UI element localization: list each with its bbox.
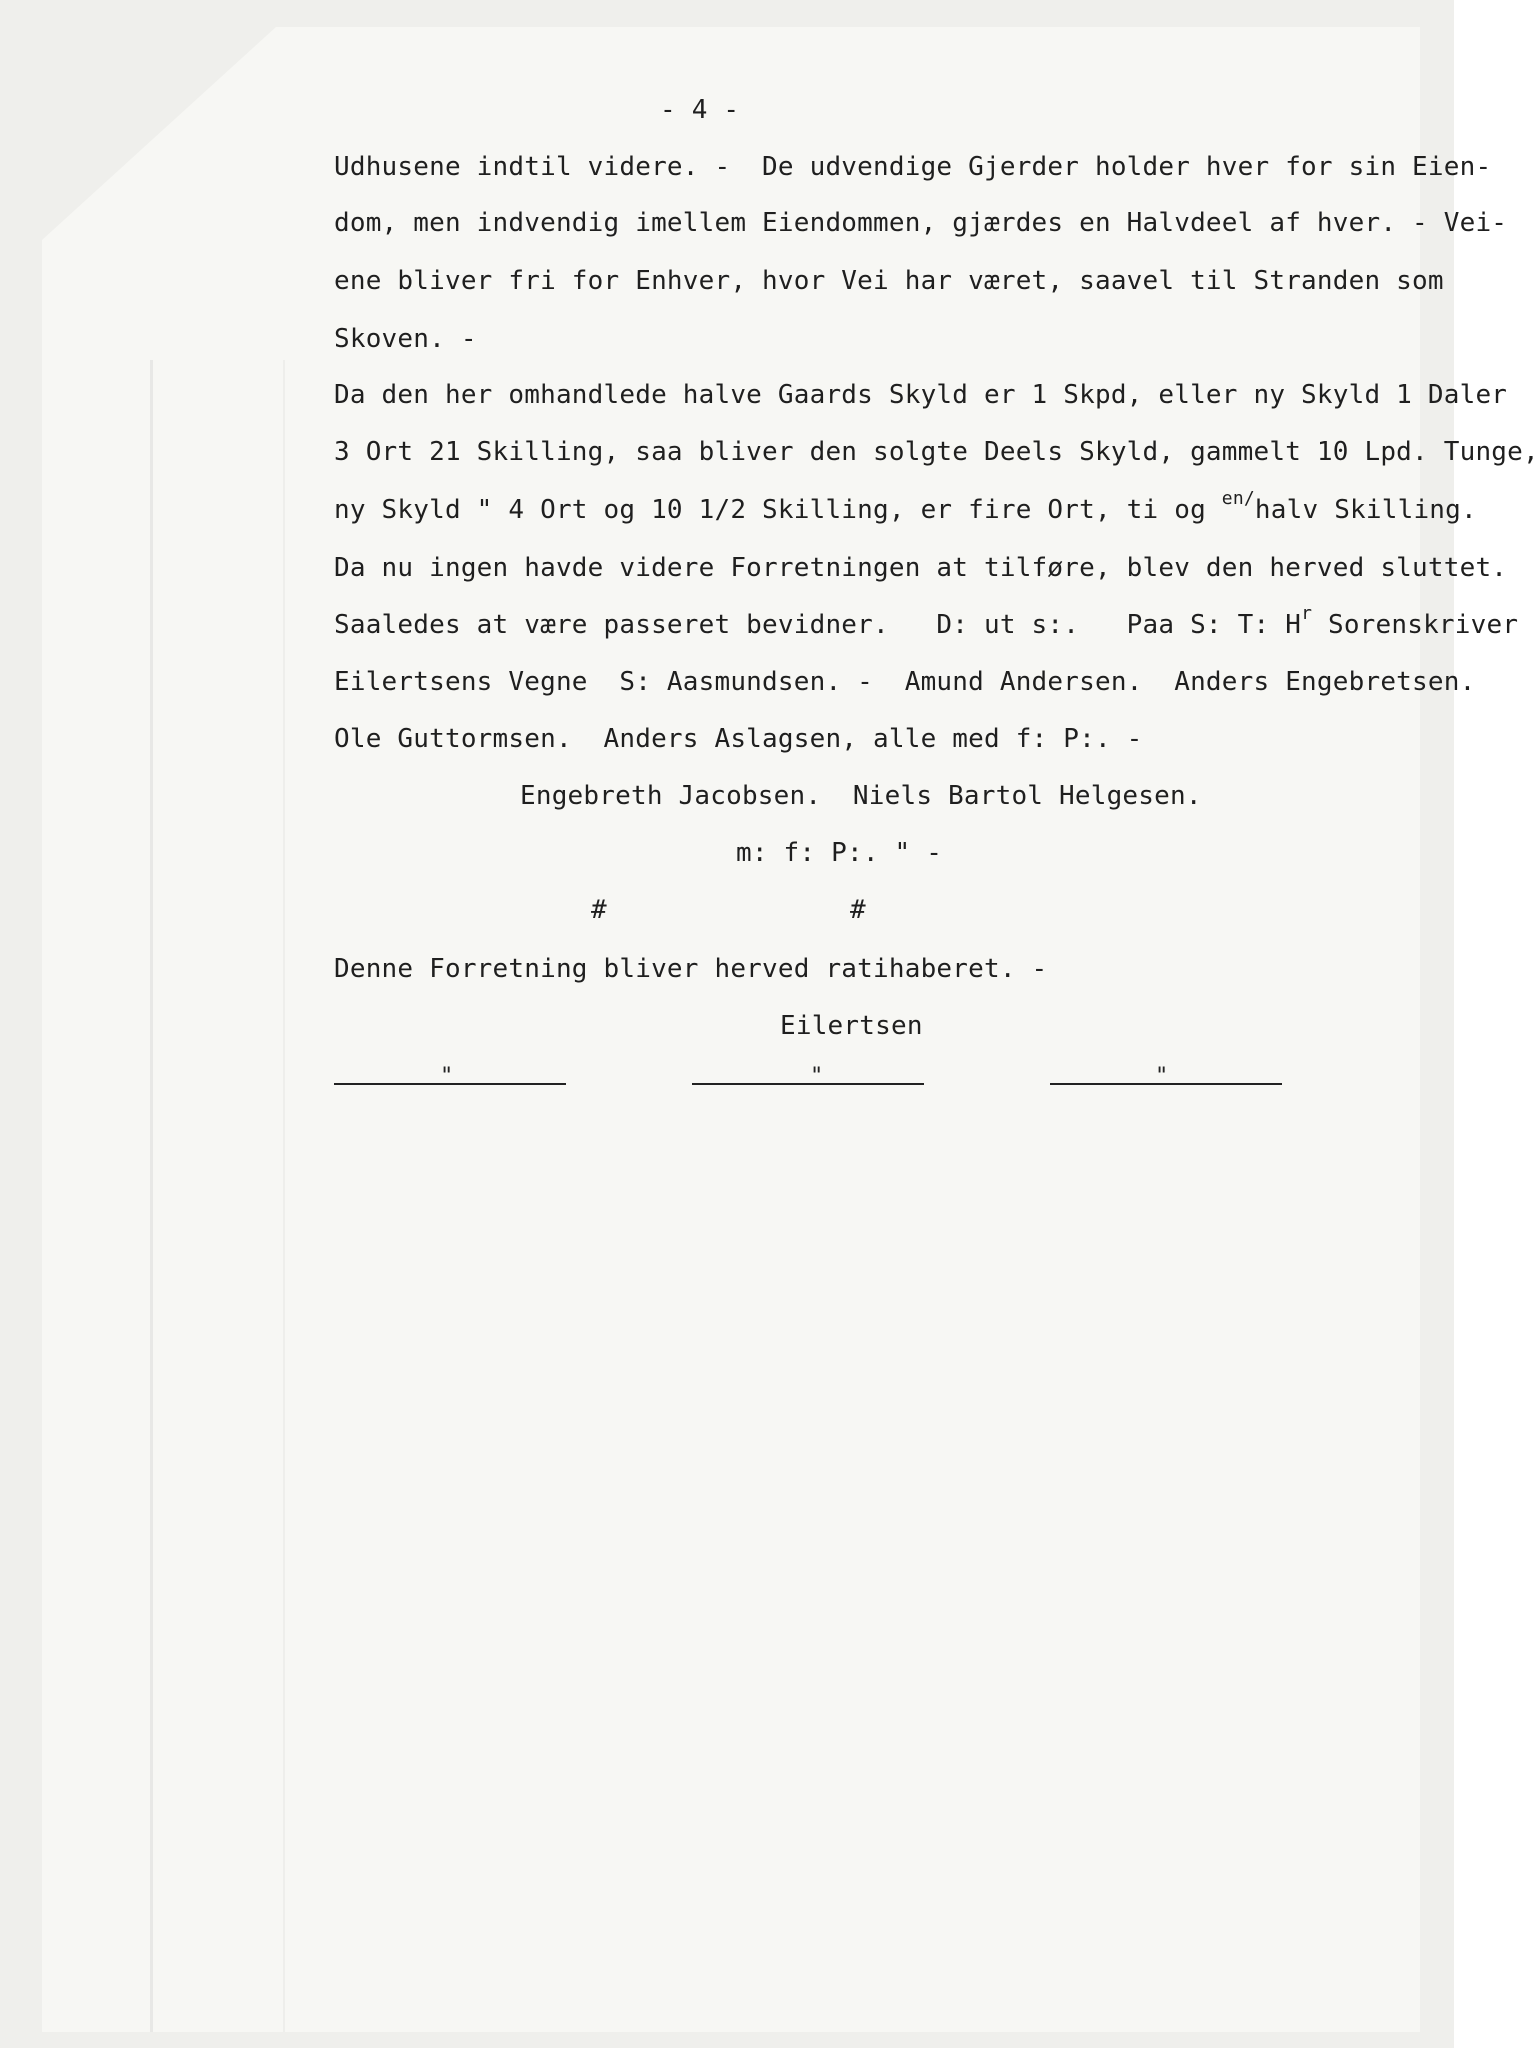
signature-line-2	[692, 1083, 924, 1085]
superscript-r: r	[1301, 603, 1313, 624]
signature-name: Eilertsen	[780, 1011, 923, 1041]
text-line-9-end: Sorenskriver	[1312, 610, 1519, 640]
text-line-7	[334, 488, 1477, 528]
superscript-en: en/	[1221, 488, 1255, 509]
text-line-9-start: Saaledes at være passeret bevidner. D: ut s:. Paa S: T: H	[334, 610, 1302, 640]
ratification-line: Denne Forretning bliver herved ratihaberet. -	[334, 954, 1048, 984]
bleed-through-mark	[150, 360, 285, 2040]
hash-mark-right: #	[850, 895, 866, 925]
text-line-6: 3 Ort 21 Skilling, saa bliver den solgte Deels Skyld, gammelt 10 Lpd. Tunge,	[334, 437, 1539, 467]
text-line-9	[334, 603, 1519, 643]
ditto-mark-3: "	[1155, 1064, 1169, 1089]
text-line-1: Udhusene indtil videre. - De udvendige Gjerder holder hver for sin Eien-	[334, 152, 1492, 182]
text-line-10: Eilertsens Vegne S: Aasmundsen. - Amund Andersen. Anders Engebretsen.	[334, 667, 1476, 697]
text-line-13: m: f: P:. " -	[736, 838, 943, 868]
text-line-7-end: halv Skilling.	[1254, 495, 1477, 525]
text-line-4: Skoven. -	[334, 324, 477, 354]
text-line-7-start: ny Skyld " 4 Ort og 10 1/2 Skilling, er fire Ort, ti og	[334, 495, 1222, 525]
ditto-mark-1: "	[440, 1064, 454, 1089]
ditto-mark-2: "	[810, 1064, 824, 1089]
text-line-2: dom, men indvendig imellem Eiendommen, gjærdes en Halvdeel af hver. - Vei-	[334, 208, 1508, 238]
text-line-8: Da nu ingen havde videre Forretningen at tilføre, blev den herved sluttet.	[334, 553, 1508, 583]
hash-mark-left: #	[591, 895, 607, 925]
text-line-11: Ole Guttormsen. Anders Aslagsen, alle med f: P:. -	[334, 724, 1143, 754]
text-line-5: Da den her omhandlede halve Gaards Skyld er 1 Skpd, eller ny Skyld 1 Daler	[334, 380, 1508, 410]
text-line-3: ene bliver fri for Enhver, hvor Vei har været, saavel til Stranden som	[334, 266, 1444, 296]
page-number: - 4 -	[660, 95, 740, 125]
text-line-12: Engebreth Jacobsen. Niels Bartol Helgesen.	[520, 781, 1202, 811]
